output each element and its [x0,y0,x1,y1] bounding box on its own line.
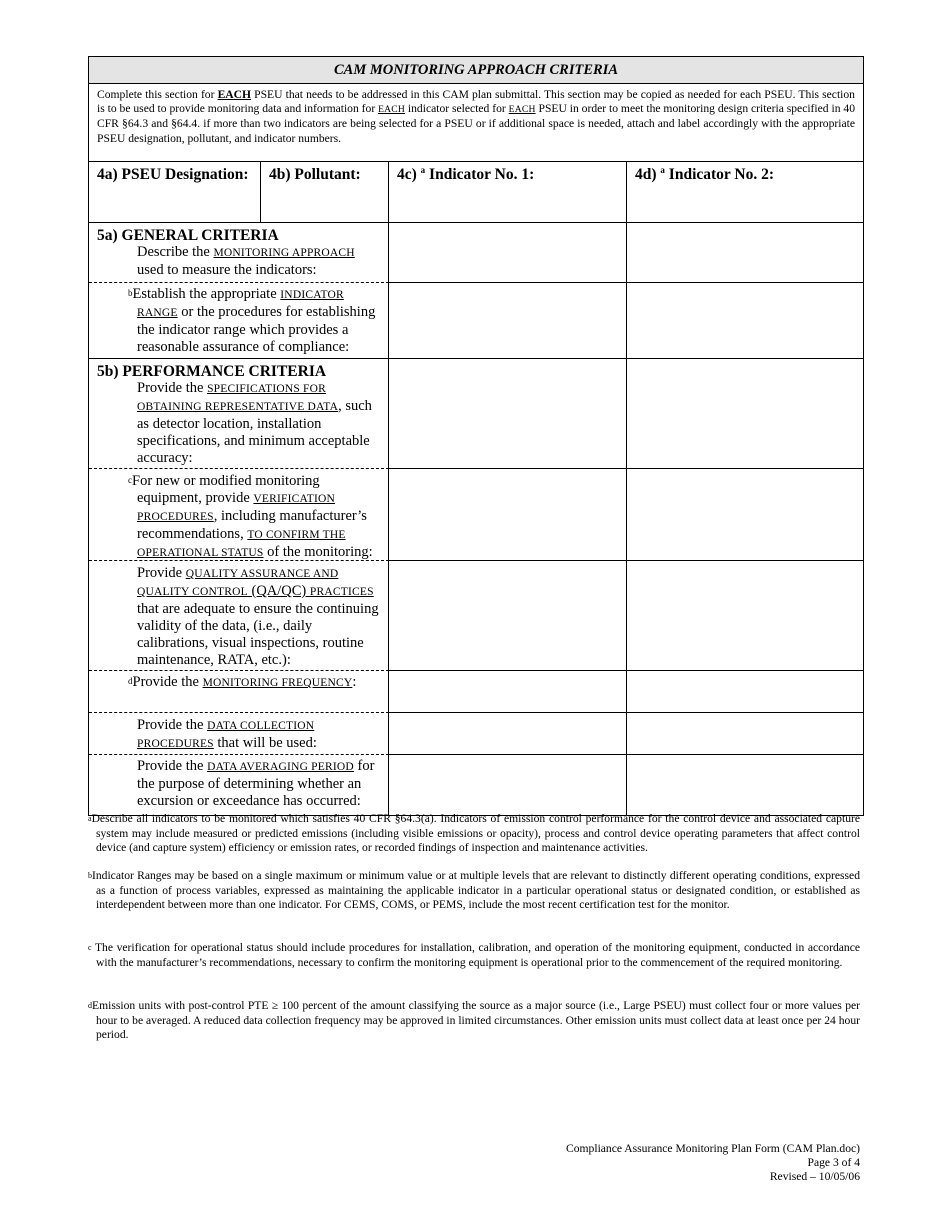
instructions-text: indicator selected for [405,102,509,116]
footnote-b [88,869,860,913]
footnote-ref-b: b [128,288,133,298]
label-text: , including manufacturer’s recommendations, [137,508,367,542]
label-keyword: TO CONFIRM THE OPERATIONAL STATUS [137,529,346,559]
data-averaging-period-text [97,758,380,810]
indicator-2-cell[interactable] [627,469,863,561]
label-keyword: INDICATOR RANGE [137,289,344,319]
label-text: that will be used: [213,735,317,751]
instructions-text: PSEU in order to meet the monitoring design criteria specified in 40 CFR §64.3 and §64.4. if more than two indicators are being selected for a PSEU or if additional space is needed, attach and label accordingly with the appropriate PSEU designation, pollutant, and indicator numbers. [97,102,855,145]
indicator-1-cell[interactable] [389,223,628,283]
indicator-1-cell[interactable] [389,561,628,671]
label-keyword: (QA/QC) [247,583,310,599]
label-text: Provide the [132,674,203,690]
instructions [89,84,863,162]
each-emphasis: EACH [378,104,406,116]
label-text: : [352,674,357,690]
label-text: Provide [137,565,186,581]
label-text: , such as detector location, installation specifications, and minimum acceptable accuracy: [137,398,372,466]
footnote-c [88,941,860,970]
cam-criteria-form [88,56,864,816]
monitoring-approach-text [97,244,380,279]
pseu-designation-field[interactable] [89,162,261,222]
representative-data-label [89,359,389,469]
indicator-1-cell[interactable] [389,755,628,815]
footnote-mark: d [88,1001,92,1010]
general-criteria-heading: 5a) GENERAL CRITERIA [97,227,279,244]
monitoring-approach-label [89,223,389,283]
footnote-ref-c: c [128,475,132,485]
indicator-1-cell[interactable] [389,359,628,469]
label-text: For new or modified monitoring equipment, provide [132,473,320,506]
footnote-text: Emission units with post-control PTE ≥ 100 percent of the amount classifying the source as a major source (i.e., Large PSEU) must collect four or more values per hour to be averaged. A reduced data collection frequency may be approved in limited circumstances. Other emission units must collect data at least once per 24 hour period. [92,999,860,1042]
row-representative-data [89,359,863,469]
footnote-mark: c [88,943,92,952]
performance-criteria-heading: 5b) PERFORMANCE CRITERIA [97,363,327,380]
footnote-text: Indicator Ranges may be based on a single maximum or minimum value or at multiple levels that are relevant to distinctly different operating conditions, expressed as a function of process variables, expressed as maintaining the applicable indicator in a particular operational status or designated condition, or established as interdependent between more than one indicator. For CEMS, COMS, or PEMS, include the most recent certification test for the monitor. [92,869,860,912]
page-footer [566,1142,860,1185]
indicator-2-cell[interactable] [627,223,863,283]
label-text: Provide the [137,380,208,396]
label-keyword: VERIFICATION PROCEDURES [137,493,336,523]
indicator-2-cell[interactable] [627,671,863,713]
each-emphasis: EACH [217,88,252,101]
indicator-1-header [389,162,627,222]
label-keyword: PRACTICES [309,586,374,598]
label-text: Provide the [137,717,208,733]
indicator-1-cell[interactable] [389,713,628,755]
label-text: of the monitoring: [263,544,373,560]
label-keyword: MONITORING FREQUENCY [202,677,353,689]
footnote-d [88,999,860,1043]
monitoring-frequency-label [89,671,389,713]
row-data-averaging-period [89,755,863,815]
label-keyword: DATA AVERAGING PERIOD [207,761,354,773]
verification-procedures-text [97,473,380,562]
indicator-1-number: 4c) [397,166,421,183]
indicator-2-cell[interactable] [627,283,863,359]
indicator-2-cell[interactable] [627,755,863,815]
verification-procedures-label [89,469,389,561]
label-keyword: SPECIFICATIONS FOR OBTAINING REPRESENTATIVE DATA [137,383,339,413]
footnote-ref-d: d [128,676,133,686]
qa-qc-practices-label [89,561,389,671]
footnote-ref-a: a [660,165,665,175]
page-number: Page 3 of 4 [807,1156,860,1170]
form-name: Compliance Assurance Monitoring Plan Form (CAM Plan.doc) [566,1142,860,1155]
row-monitoring-frequency [89,671,863,713]
footnote-text: The verification for operational status should include procedures for installation, calibration, and operation of the monitoring equipment, conducted in accordance with the manufacturer’s recommendations, necessary to confirm the monitoring equipment is operational prior to the commencement of the required monitoring. [91,941,860,969]
indicator-2-number: 4d) [635,166,661,183]
indicator-2-header [627,162,863,222]
footnote-a [88,812,860,856]
instructions-text: PSEU that needs to be addressed in this CAM plan submittal. This section may be copied as needed for each PSEU. This section is to be used to provide monitoring data and information for [97,88,855,116]
row-verification-procedures [89,469,863,561]
data-collection-text [97,717,380,753]
indicator-2-label: Indicator No. 2: [664,166,774,183]
data-collection-label [89,713,389,755]
revision-date: Revised – 10/05/06 [769,1170,860,1184]
indicator-range-label [89,283,389,359]
label-text: that are adequate to ensure the continuing validity of the data, (i.e., daily calibrations, visual inspections, routine maintenance, RATA, etc.): [137,601,379,668]
pollutant-field[interactable] [261,162,389,222]
header-row [89,162,863,223]
pollutant-label: 4b) Pollutant: [269,166,361,183]
pseu-designation-label: 4a) PSEU Designation: [97,166,249,183]
monitoring-frequency-text [97,674,380,692]
indicator-2-cell[interactable] [627,713,863,755]
indicator-1-cell[interactable] [389,469,628,561]
data-averaging-period-label [89,755,389,815]
indicator-1-cell[interactable] [389,671,628,713]
row-qa-qc-practices [89,561,863,671]
indicator-range-text [97,286,380,356]
row-data-collection [89,713,863,755]
footnote-mark: b [88,871,92,880]
each-emphasis: EACH [508,104,536,116]
row-monitoring-approach [89,223,863,283]
qa-qc-practices-text [97,565,380,669]
indicator-2-cell[interactable] [627,561,863,671]
footnote-mark: a [88,814,92,823]
label-text: for the purpose of determining whether an excursion or exceedance has occurred: [137,758,375,809]
form-title: CAM MONITORING APPROACH CRITERIA [89,57,863,84]
label-text: or the procedures for establishing the indicator range which provides a reasonable assurance of compliance: [137,304,376,355]
indicator-2-cell[interactable] [627,359,863,469]
indicator-1-label: Indicator No. 1: [425,166,535,183]
label-text: used to measure the indicators: [137,262,317,278]
label-keyword: DATA COLLECTION PROCEDURES [137,720,315,750]
indicator-1-cell[interactable] [389,283,628,359]
instructions-text: Complete this section for [97,88,218,101]
label-keyword: QUALITY ASSURANCE AND QUALITY CONTROL [137,568,339,598]
label-keyword: MONITORING APPROACH [213,247,355,259]
row-indicator-range [89,283,863,359]
label-text: Establish the appropriate [132,286,281,302]
footnote-ref-a: a [420,165,426,175]
representative-data-text [97,380,380,467]
label-text: Provide the [137,758,208,774]
footnote-text: Describe all indicators to be monitored which satisfies 40 CFR §64.3(a). Indicators of emission control performance for the control device and associated capture system may include measured or predicted emissions (including visible emissions or opacity), process and control device operating parameters that affect control device (and capture system) efficiency or emission rates, or recorded findings of inspection and maintenance activities. [91,812,860,855]
label-text: Describe the [137,244,214,260]
